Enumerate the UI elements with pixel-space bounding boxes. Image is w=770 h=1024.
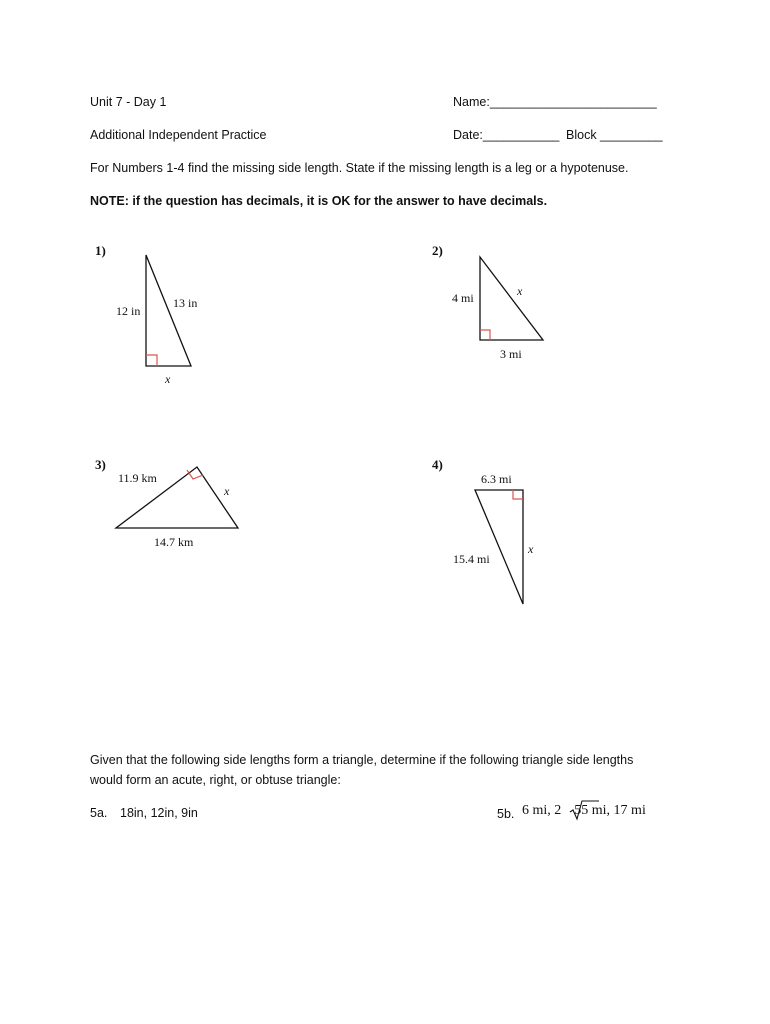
unit-title: Unit 7 - Day 1 bbox=[90, 95, 167, 109]
problem-1-hypotenuse-label: 13 in bbox=[173, 296, 198, 310]
instructions-text: For Numbers 1-4 find the missing side length. State if the missing length is a leg or a hypotenuse. bbox=[90, 161, 629, 175]
problem-1-leg-label: 12 in bbox=[116, 304, 141, 318]
date-field-label: Date:___________ bbox=[453, 128, 560, 142]
problem-1-unknown-label: x bbox=[165, 372, 171, 386]
problem-3-number: 3) bbox=[95, 457, 106, 472]
page-subtitle: Additional Independent Practice bbox=[90, 128, 267, 142]
block-field-label: Block _________ bbox=[566, 128, 663, 142]
problem-1-number: 1) bbox=[95, 243, 106, 258]
section-5-prompt-line-1: Given that the following side lengths form a triangle, determine if the following triangle side lengths bbox=[90, 753, 634, 767]
name-field-label: Name:________________________ bbox=[453, 95, 657, 109]
problem-2-leg-label: 4 mi bbox=[452, 291, 474, 305]
problem-5b-label: 5b. bbox=[497, 807, 515, 821]
problem-4-unknown-label: x bbox=[528, 542, 534, 556]
problem-2-number: 2) bbox=[432, 243, 443, 258]
problem-4-number: 4) bbox=[432, 457, 443, 472]
right-angle-marker bbox=[146, 355, 157, 366]
triangle-4 bbox=[475, 490, 523, 604]
problem-5a-label: 5a. bbox=[90, 806, 108, 820]
decimal-note: NOTE: if the question has decimals, it is OK for the answer to have decimals. bbox=[90, 194, 548, 208]
problem-4-hypotenuse-label: 15.4 mi bbox=[453, 552, 490, 566]
problem-3-unknown-label: x bbox=[224, 484, 230, 498]
problem-2-base-label: 3 mi bbox=[500, 347, 522, 361]
problem-2-unknown-label: x bbox=[517, 284, 523, 298]
problem-5b-part-2: mi, 17 mi bbox=[588, 803, 646, 818]
section-5-prompt-line-2: would form an acute, right, or obtuse triangle: bbox=[90, 773, 341, 787]
problem-3-leg-label: 11.9 km bbox=[118, 471, 157, 485]
problem-5b-radicand: 55 bbox=[574, 803, 589, 818]
triangle-2 bbox=[480, 257, 543, 340]
problem-5a-values: 18in, 12in, 9in bbox=[120, 806, 198, 820]
right-angle-marker bbox=[480, 330, 490, 340]
problem-5b-part-1: 6 mi, 2 bbox=[522, 803, 562, 818]
problem-3-hypotenuse-label: 14.7 km bbox=[154, 535, 194, 549]
problem-4-top-label: 6.3 mi bbox=[481, 472, 512, 486]
right-angle-marker bbox=[513, 490, 523, 499]
problem-5b-values bbox=[522, 803, 646, 819]
